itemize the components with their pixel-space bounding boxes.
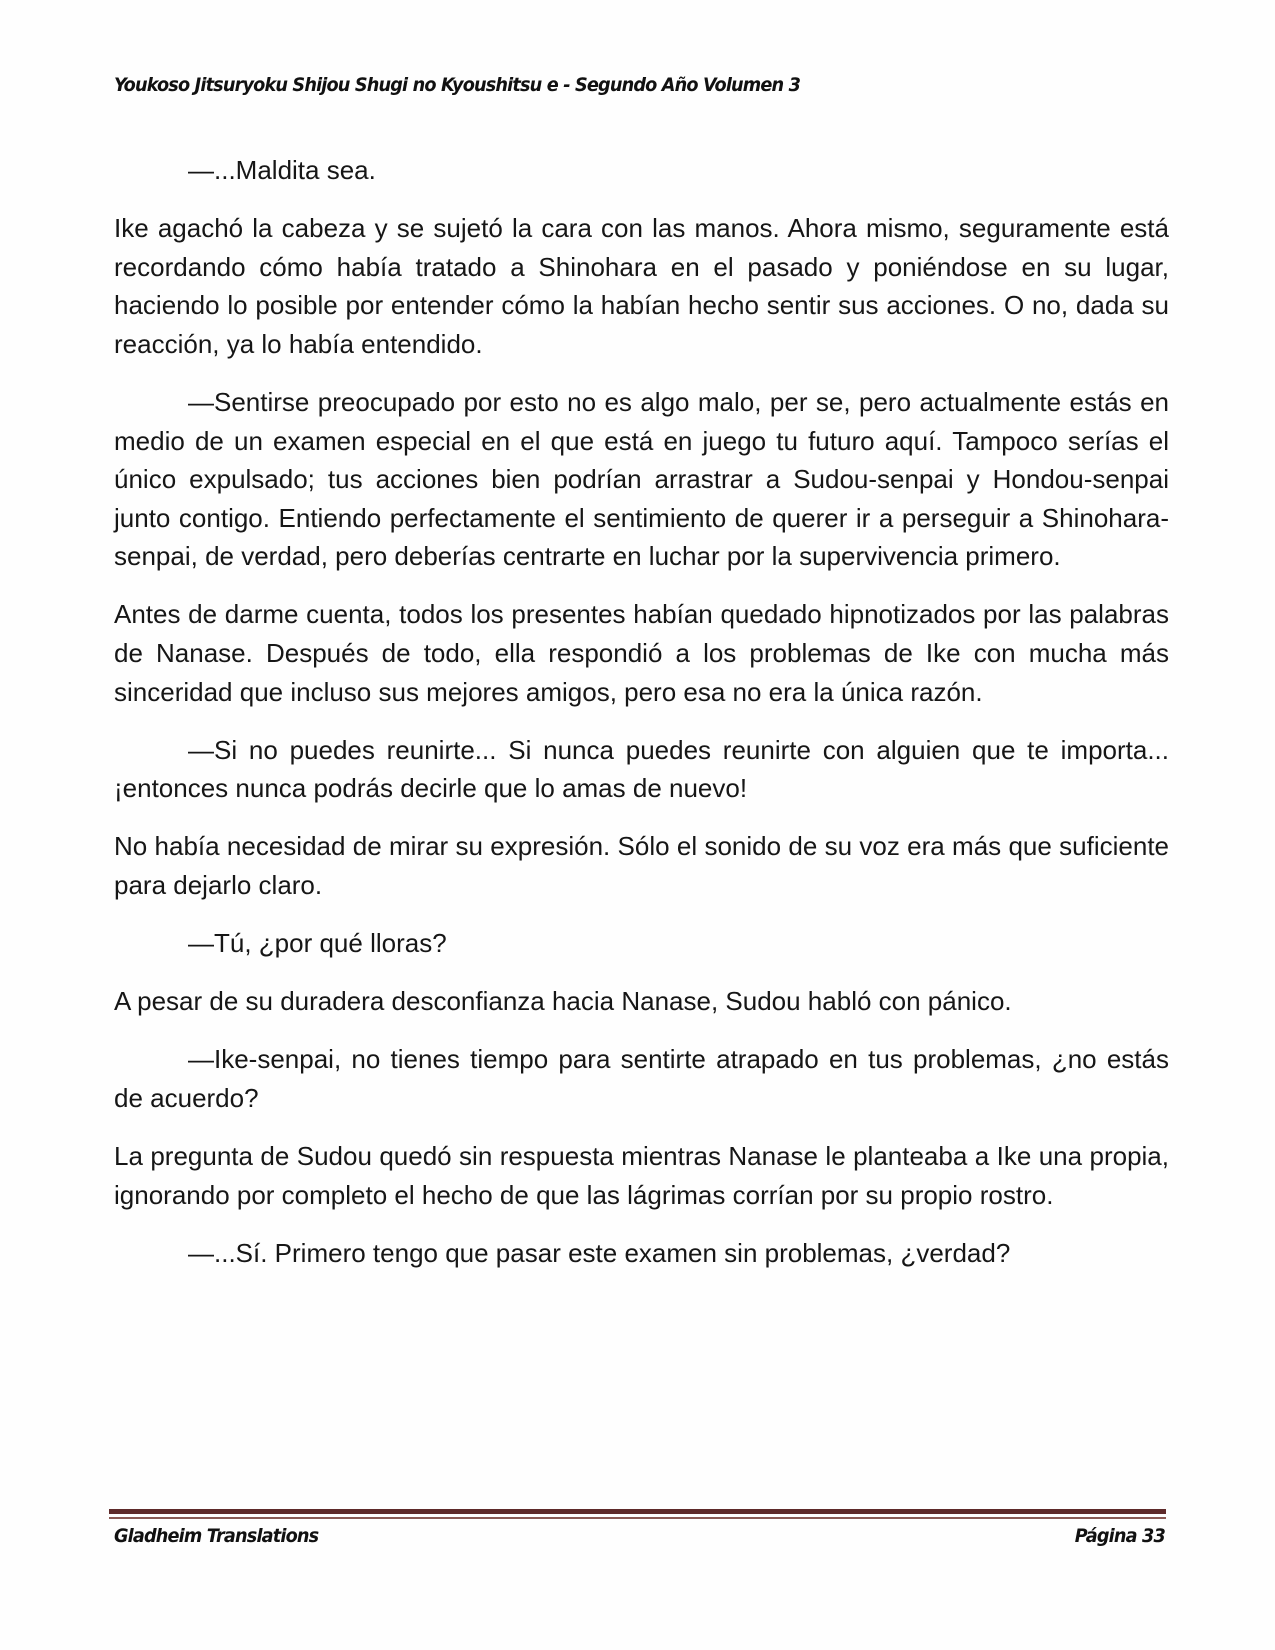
dialog-paragraph: —Tú, ¿por qué lloras? [188,928,447,959]
dialog-paragraph: —Sentirse preocupado por esto no es algo malo, per se, pero actualmente estás en medio de un examen especial en el que está en juego tu futuro aquí. Tampoco serías el único expulsado; tus acciones bien podrían arrastrar a Sudou-senpai y Hondou-senpai junto contigo. Entiendo perfectamente el sentimiento de querer ir a perseguir a Shinohara-senpai, de verdad, pero deberías centrarte en luchar por la supervivencia primero. [114,386,1169,572]
dialog-paragraph: —...Maldita sea. [188,155,376,185]
running-header: Youkoso Jitsuryoku Shijou Shugi no Kyoushitsu e - Segundo Año Volumen 3 [114,74,801,96]
narration-paragraph: Ike agachó la cabeza y se sujetó la cara con las manos. Ahora mismo, seguramente está recordando cómo había tratado a Shinohara en el pasado y poniéndose en su lugar, haciendo lo posible por entender cómo la habían hecho sentir sus acciones. O no, dada su reacción, ya lo había entendido. [114,213,1169,359]
footer-rule-thick [109,1509,1166,1514]
dialog-paragraph: —Si no puedes reunirte... Si nunca puedes reunirte con alguien que te importa... ¡entonces nunca podrás decirle que lo amas de nuevo! [114,734,1169,804]
narration-paragraph: No había necesidad de mirar su expresión. Sólo el sonido de su voz era más que suficiente para dejarlo claro. [114,831,1169,900]
page-number: Página 33 [1074,1525,1165,1547]
narration-paragraph: La pregunta de Sudou quedó sin respuesta mientras Nanase le planteaba a Ike una propia, ignorando por completo el hecho de que las lágrimas corrían por su propio rostro. [114,1140,1169,1210]
narration-paragraph: Antes de darme cuenta, todos los presentes habían quedado hipnotizados por las palabras de Nanase. Después de todo, ella respondió a los problemas de Ike con mucha más sinceridad que incluso sus mejores amigos, pero esa no era la única razón. [114,599,1169,707]
dialog-paragraph: —...Sí. Primero tengo que pasar este examen sin problemas, ¿verdad? [188,1237,1011,1268]
dialog-paragraph: —Ike-senpai, no tienes tiempo para sentirte atrapado en tus problemas, ¿no estás de acuerdo? [114,1044,1169,1113]
footer-rule-thin [109,1517,1166,1519]
page-body [114,151,1169,1292]
footer-credit: Gladheim Translations [114,1525,319,1547]
narration-paragraph: A pesar de su duradera desconfianza hacia Nanase, Sudou habló con pánico. [114,986,1012,1017]
